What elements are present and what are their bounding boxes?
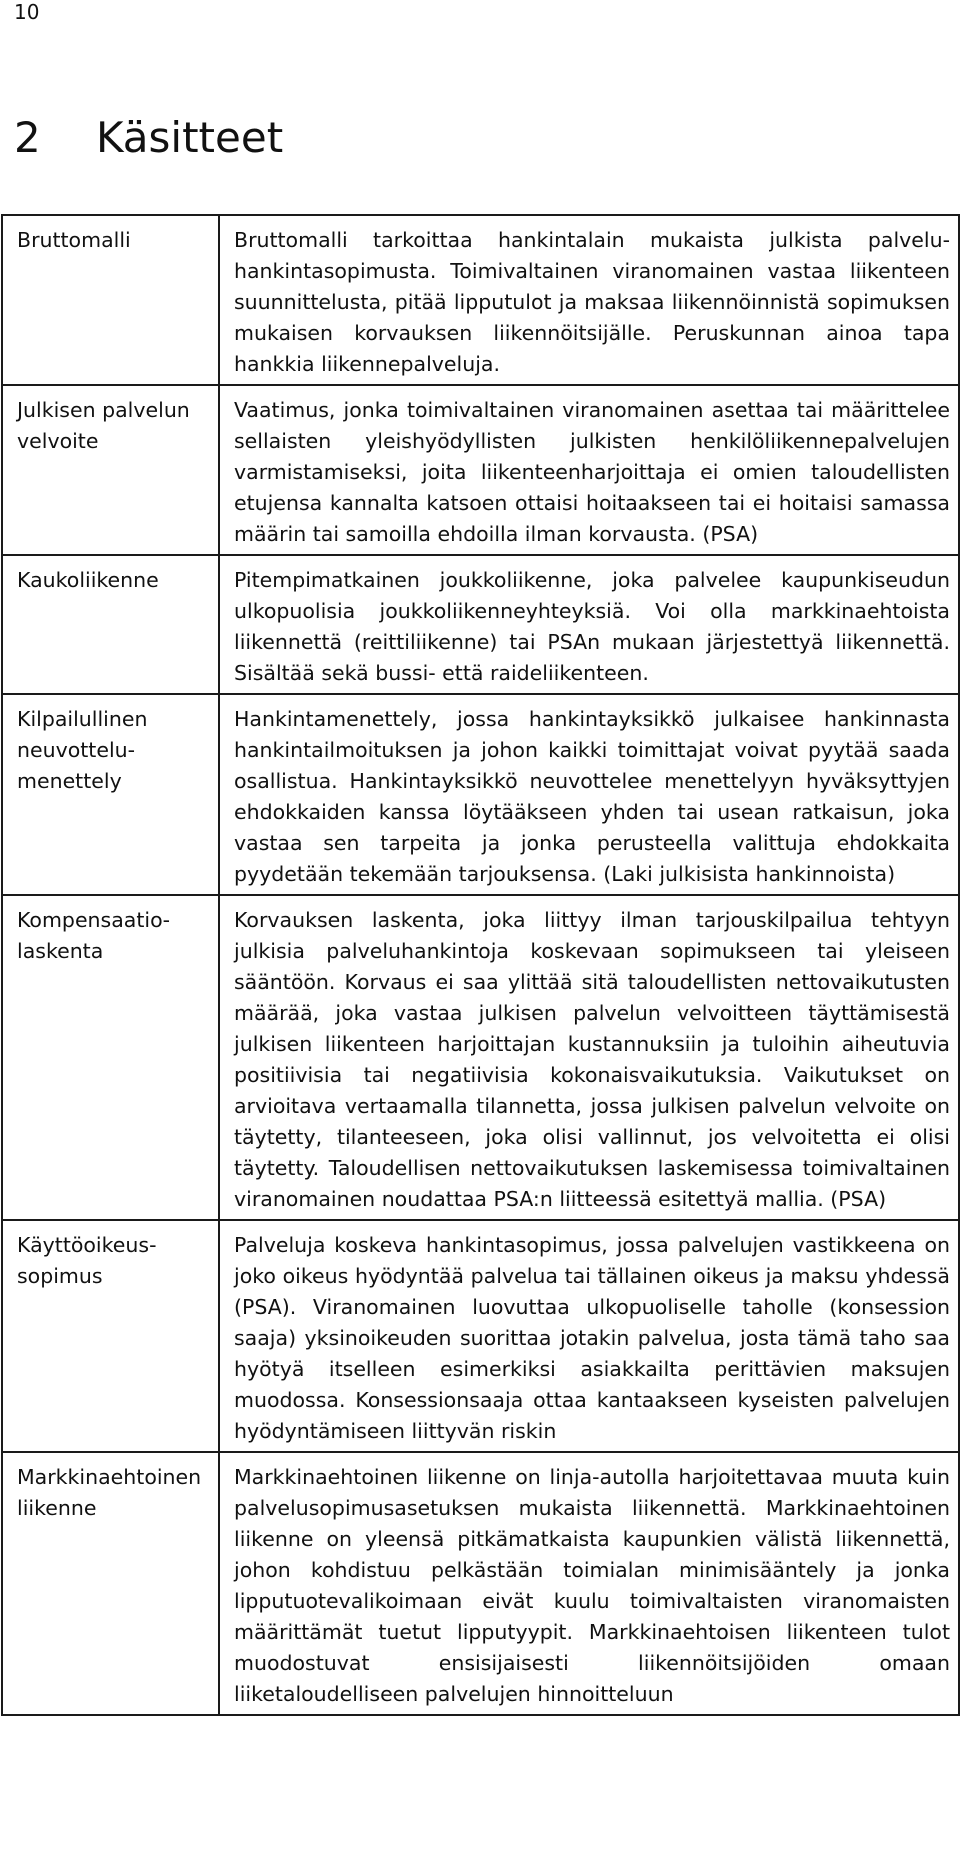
section-heading — [14, 112, 283, 164]
section-number: 2 — [14, 113, 41, 162]
glossary-table — [1, 214, 960, 1716]
term-cell: Kaukoliikenne — [2, 555, 219, 694]
term-cell: Bruttomalli — [2, 215, 219, 385]
term-cell: Kompensaatiolaskenta — [2, 895, 219, 1220]
term-cell: Markkinaehtoinen liikenne — [2, 1452, 219, 1715]
definition-cell: Korvauksen laskenta, joka liittyy ilman tarjouskilpailua tehtyyn julkisia palveluhankintoja koskevaan sopimukseen tai yleiseen sääntöön. Korvaus ei saa ylittää sitä taloudellisten nettovaikutusten määrää, joka vastaa julkisen palvelun velvoitteen täyttämisestä julkisen liikenteen harjoittajan kustannuksiin ja tuloihin aiheutuvia positiivisia tai negatiivisia kokonaisvaikutuksia. Vaikutukset on arvioitava vertaamalla tilannetta, jossa julkisen palvelun velvoite on täytetty, tilanteeseen, joka olisi vallinnut, jos velvoitetta ei olisi täytetty. Taloudellisen nettovaikutuksen laskemisessa toimivaltainen viranomainen noudattaa PSA:n liitteessä esitettyä mallia. (PSA) — [219, 895, 959, 1220]
definition-cell: Palveluja koskeva hankintasopimus, jossa palvelujen vastikkeena on joko oikeus hyödyntää palvelua tai tällainen oikeus ja maksu yhdessä (PSA). Viranomainen luovuttaa ulkopuoliselle taholle (konsession saaja) yksinoikeuden suorittaa jotakin palvelua, josta tämä taho saa hyötyä itselleen esimerkiksi asiakkailta perittävien maksujen muodossa. Konsessionsaaja ottaa kantaakseen kyseisten palvelujen hyödyntämiseen liittyvän riskin — [219, 1220, 959, 1452]
table-row — [2, 694, 959, 895]
table-row — [2, 895, 959, 1220]
definition-cell: Markkinaehtoinen liikenne on linja-autolla harjoitettavaa muuta kuin palvelusopimusasetuksen mukaista liikennettä. Markkinaehtoinen liikenne on yleensä pitkämatkaista kaupunkien välistä liikennettä, johon kohdistuu pelkästään toimialan minimisääntely ja jonka lipputuotevalikoimaan eivät kuulu toimivaltaisten viranomaisten määrittämät tuetut lipputyypit. Markkinaehtoisen liikenteen tulot muodostuvat ensisijaisesti liikennöitsijöiden omaan liiketaloudelliseen palvelujen hinnoitteluun — [219, 1452, 959, 1715]
table-row — [2, 1452, 959, 1715]
table-row — [2, 1220, 959, 1452]
section-title: Käsitteet — [96, 113, 284, 162]
term-cell: Käyttöoikeussopimus — [2, 1220, 219, 1452]
term-cell: Julkisen palvelun velvoite — [2, 385, 219, 555]
table-row — [2, 215, 959, 385]
definition-cell: Pitempimatkainen joukkoliikenne, joka palvelee kaupunkiseudun ulkopuolisia joukkoliikenneyhteyksiä. Voi olla markkinaehtoista liikennettä (reittiliikenne) tai PSAn mukaan järjestettyä liikennettä. Sisältää sekä bussi- että raideliikenteen. — [219, 555, 959, 694]
definition-cell: Hankintamenettely, jossa hankintayksikkö julkaisee hankinnasta hankintailmoituksen ja johon kaikki toimittajat voivat pyytää saada osallistua. Hankintayksikkö neuvottelee menettelyyn hyväksyttyjen ehdokkaiden kanssa löytääkseen yhden tai usean ratkaisun, joka vastaa sen tarpeita ja jonka perusteella valittuja ehdokkaita pyydetään tekemään tarjouksensa. (Laki julkisista hankinnoista) — [219, 694, 959, 895]
term-cell: Kilpailullinen neuvottelumenettely — [2, 694, 219, 895]
page-number: 10 — [14, 0, 40, 24]
table-row — [2, 385, 959, 555]
table-row — [2, 555, 959, 694]
definition-cell: Vaatimus, jonka toimivaltainen viranomainen asettaa tai määrittelee sellaisten yleishyödyllisten julkisten henkilöliikennepalvelujen varmistamiseksi, joita liikenteenharjoittaja ei omien taloudellisten etujensa kannalta katsoen ottaisi hoitaakseen tai ei hoitaisi samassa määrin tai samoilla ehdoilla ilman korvausta. (PSA) — [219, 385, 959, 555]
definition-cell: Bruttomalli tarkoittaa hankintalain mukaista julkista palveluhankintasopimusta. Toimivaltainen viranomainen vastaa liikenteen suunnittelusta, pitää lipputulot ja maksaa liikennöinnistä sopimuksen mukaisen korvauksen liikennöitsijälle. Peruskunnan ainoa tapa hankkia liikennepalveluja. — [219, 215, 959, 385]
